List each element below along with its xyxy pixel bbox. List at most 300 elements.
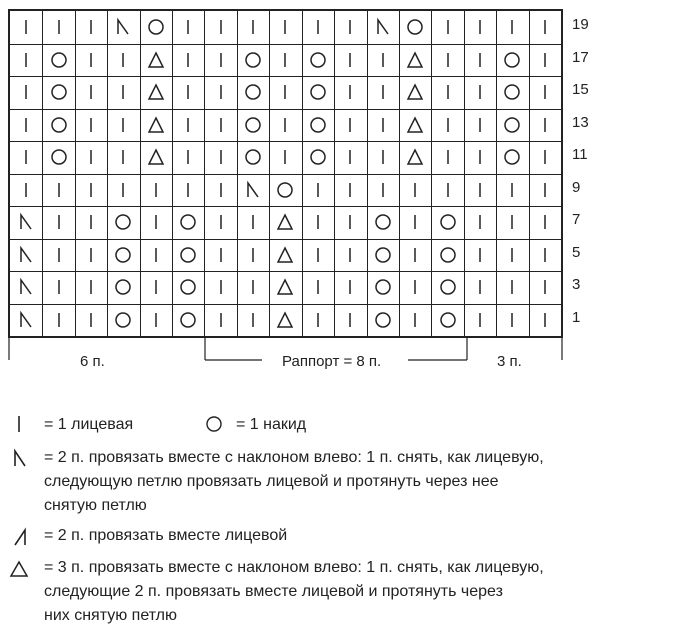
knit-stitch-icon — [470, 82, 490, 102]
chart-cell — [204, 206, 236, 239]
sk2p-decrease-icon — [405, 115, 425, 135]
chart-cell — [334, 304, 366, 337]
chart-cell — [107, 44, 139, 77]
row-number-label: 7 — [572, 211, 581, 229]
left-edge-label: 6 п. — [80, 353, 105, 370]
yarn-over-icon — [113, 310, 133, 330]
knit-stitch-icon — [113, 50, 133, 70]
chart-cell — [172, 109, 204, 142]
knit-stitch-icon — [81, 212, 101, 232]
chart-cell — [107, 206, 139, 239]
chart-cell — [269, 304, 301, 337]
legend-sk2p: = 3 п. провязать вместе с наклоном влево: 1 п. снять, как лицевую, — [44, 559, 544, 576]
chart-cell — [10, 11, 42, 44]
chart-cell — [237, 76, 269, 109]
chart-cell — [431, 11, 463, 44]
chart-cell — [302, 44, 334, 77]
knit-stitch-icon — [405, 245, 425, 265]
knit-stitch-icon — [16, 115, 36, 135]
chart-cell — [42, 109, 74, 142]
chart-cell — [496, 141, 528, 174]
knit-stitch-icon — [535, 277, 555, 297]
chart-cell — [529, 109, 561, 142]
chart-cell — [399, 206, 431, 239]
chart-cell — [431, 109, 463, 142]
knit-stitch-icon — [438, 17, 458, 37]
chart-cell — [75, 141, 107, 174]
chart-cell — [496, 206, 528, 239]
yarn-over-icon — [243, 50, 263, 70]
chart-cell — [107, 76, 139, 109]
yarn-over-icon — [275, 180, 295, 200]
knit-stitch-icon — [178, 50, 198, 70]
chart-cell — [496, 271, 528, 304]
knit-stitch-icon — [81, 50, 101, 70]
yarn-over-icon — [438, 277, 458, 297]
chart-cell — [42, 11, 74, 44]
chart-cell — [367, 141, 399, 174]
legend-ssk-line2: следующую петлю провязать лицевой и протянуть через нее — [44, 473, 499, 490]
chart-cell — [399, 239, 431, 272]
knit-stitch-icon — [16, 147, 36, 167]
chart-cell — [367, 109, 399, 142]
chart-cell — [464, 304, 496, 337]
repeat-label: Раппорт = 8 п. — [282, 353, 382, 370]
chart-cell — [464, 44, 496, 77]
chart-cell — [334, 109, 366, 142]
knit-stitch-icon — [535, 147, 555, 167]
chart-cell — [464, 271, 496, 304]
chart-cell — [172, 141, 204, 174]
sk2p-decrease-icon — [275, 245, 295, 265]
knit-stitch-icon — [81, 115, 101, 135]
yarn-over-icon — [178, 310, 198, 330]
yarn-over-icon — [243, 82, 263, 102]
chart-cell — [10, 109, 42, 142]
knit-stitch-icon — [340, 115, 360, 135]
knit-stitch-icon — [502, 310, 522, 330]
knit-stitch-icon — [373, 147, 393, 167]
chart-cell — [496, 109, 528, 142]
chart-cell — [140, 174, 172, 207]
knit-stitch-icon — [49, 212, 69, 232]
chart-cell — [529, 11, 561, 44]
chart-cell — [431, 239, 463, 272]
chart-cell — [496, 239, 528, 272]
chart-cell — [140, 11, 172, 44]
yarn-over-icon — [243, 147, 263, 167]
chart-cell — [399, 141, 431, 174]
chart-cell — [367, 11, 399, 44]
chart-cell — [42, 239, 74, 272]
sk2p-decrease-icon — [275, 212, 295, 232]
chart-cell — [464, 141, 496, 174]
knit-stitch-icon — [211, 115, 231, 135]
chart-cell — [204, 76, 236, 109]
knit-stitch-icon — [470, 180, 490, 200]
knit-stitch-icon — [81, 147, 101, 167]
chart-cell — [367, 271, 399, 304]
yarn-over-icon — [502, 147, 522, 167]
chart-cell — [172, 174, 204, 207]
chart-cell — [431, 44, 463, 77]
yarn-over-icon — [113, 245, 133, 265]
chart-cell — [302, 11, 334, 44]
chart-cell — [107, 141, 139, 174]
chart-cell — [367, 76, 399, 109]
knit-stitch-icon — [340, 245, 360, 265]
yarn-over-icon — [502, 82, 522, 102]
chart-cell — [10, 76, 42, 109]
chart-cell — [496, 76, 528, 109]
yarn-over-icon — [178, 245, 198, 265]
knit-stitch-icon — [308, 17, 328, 37]
chart-cell — [107, 271, 139, 304]
knit-stitch-icon — [308, 245, 328, 265]
chart-cell — [237, 44, 269, 77]
knit-stitch-icon — [211, 180, 231, 200]
knit-stitch-icon — [438, 147, 458, 167]
chart-cell — [42, 271, 74, 304]
chart-cell — [464, 174, 496, 207]
knit-stitch-icon — [340, 82, 360, 102]
yarn-over-icon — [49, 147, 69, 167]
knit-stitch-icon — [275, 82, 295, 102]
yarn-over-icon — [308, 82, 328, 102]
knit-stitch-icon — [146, 180, 166, 200]
chart-cell — [10, 304, 42, 337]
chart-cell — [140, 44, 172, 77]
chart-cell — [431, 206, 463, 239]
chart-cell — [204, 239, 236, 272]
chart-cell — [399, 11, 431, 44]
chart-cell — [431, 304, 463, 337]
yarn-over-icon — [438, 212, 458, 232]
knit-stitch-icon — [243, 310, 263, 330]
knit-stitch-icon — [438, 82, 458, 102]
sk2p-decrease-icon — [146, 82, 166, 102]
chart-cell — [172, 239, 204, 272]
knit-stitch-icon — [535, 310, 555, 330]
chart-cell — [399, 271, 431, 304]
chart-cell — [107, 304, 139, 337]
chart-cell — [75, 44, 107, 77]
knit-stitch-icon — [113, 115, 133, 135]
chart-cell — [529, 304, 561, 337]
yarn-over-icon — [438, 245, 458, 265]
legend-k2tog: = 2 п. провязать вместе лицевой — [44, 527, 288, 544]
chart-cell — [237, 206, 269, 239]
knit-stitch-icon — [535, 50, 555, 70]
knit-stitch-icon — [16, 180, 36, 200]
knit-stitch-icon — [470, 50, 490, 70]
knit-stitch-icon — [470, 277, 490, 297]
knit-stitch-icon — [340, 180, 360, 200]
knit-stitch-icon — [535, 115, 555, 135]
chart-cell — [140, 109, 172, 142]
yarn-over-icon — [502, 50, 522, 70]
chart-cell — [334, 271, 366, 304]
knit-stitch-icon — [373, 82, 393, 102]
chart-cell — [140, 76, 172, 109]
chart-cell — [42, 304, 74, 337]
chart-cell — [42, 141, 74, 174]
knit-stitch-icon — [211, 212, 231, 232]
yarn-over-symbol-icon — [205, 415, 223, 433]
yarn-over-icon — [373, 277, 393, 297]
ssk-decrease-icon — [113, 17, 133, 37]
knit-stitch-icon — [340, 277, 360, 297]
sk2p-decrease-icon — [275, 277, 295, 297]
knit-stitch-icon — [535, 17, 555, 37]
knit-stitch-icon — [470, 310, 490, 330]
knit-stitch-icon — [211, 82, 231, 102]
knit-stitch-icon — [340, 50, 360, 70]
chart-cell — [302, 174, 334, 207]
chart-cell — [10, 239, 42, 272]
chart-cell — [204, 11, 236, 44]
knit-stitch-icon — [113, 147, 133, 167]
chart-cell — [204, 44, 236, 77]
yarn-over-icon — [113, 212, 133, 232]
chart-cell — [140, 141, 172, 174]
knit-stitch-icon — [113, 82, 133, 102]
knit-stitch-icon — [81, 17, 101, 37]
knit-stitch-icon — [81, 310, 101, 330]
chart-cell — [302, 141, 334, 174]
knit-stitch-icon — [16, 50, 36, 70]
chart-cell — [399, 44, 431, 77]
row-number-label: 13 — [572, 113, 589, 131]
knit-stitch-icon — [211, 310, 231, 330]
chart-cell — [172, 11, 204, 44]
knit-stitch-icon — [81, 180, 101, 200]
chart-cell — [107, 109, 139, 142]
knit-stitch-icon — [211, 17, 231, 37]
chart-cell — [42, 44, 74, 77]
chart-cell — [107, 11, 139, 44]
knit-stitch-icon — [243, 277, 263, 297]
knit-stitch-icon — [243, 17, 263, 37]
chart-cell — [269, 239, 301, 272]
knit-stitch-icon — [438, 180, 458, 200]
chart-cell — [75, 206, 107, 239]
chart-cell — [172, 304, 204, 337]
chart-cell — [367, 239, 399, 272]
knit-stitch-icon — [308, 212, 328, 232]
chart-cell — [42, 206, 74, 239]
chart-cell — [367, 304, 399, 337]
knit-stitch-icon — [340, 212, 360, 232]
yarn-over-icon — [438, 310, 458, 330]
knit-stitch-icon — [275, 17, 295, 37]
knit-stitch-icon — [275, 147, 295, 167]
chart-cell — [140, 271, 172, 304]
chart-cell — [237, 109, 269, 142]
chart-cell — [334, 206, 366, 239]
knit-stitch-icon — [373, 115, 393, 135]
yarn-over-icon — [113, 277, 133, 297]
row-number-label: 1 — [572, 308, 581, 326]
chart-cell — [269, 174, 301, 207]
row-number-label: 3 — [572, 276, 581, 294]
sk2p-decrease-icon — [405, 147, 425, 167]
legend-ssk: = 2 п. провязать вместе с наклоном влево: 1 п. снять, как лицевую, — [44, 449, 544, 466]
knit-stitch-icon — [275, 50, 295, 70]
chart-cell — [237, 271, 269, 304]
knit-stitch-icon — [502, 17, 522, 37]
chart-cell — [464, 206, 496, 239]
knit-stitch-icon — [340, 17, 360, 37]
legend-sk2p-line2: следующие 2 п. провязать вместе лицевой и протянуть через — [44, 583, 503, 600]
knit-stitch-icon — [178, 180, 198, 200]
chart-cell — [204, 141, 236, 174]
chart-cell — [431, 141, 463, 174]
chart-cell — [10, 44, 42, 77]
knit-stitch-icon — [178, 82, 198, 102]
chart-cell — [42, 76, 74, 109]
chart-cell — [529, 76, 561, 109]
chart-cell — [269, 11, 301, 44]
chart-cell — [75, 76, 107, 109]
chart-cell — [10, 174, 42, 207]
chart-cell — [75, 304, 107, 337]
chart-cell — [302, 271, 334, 304]
chart-cell — [107, 174, 139, 207]
chart-cell — [10, 141, 42, 174]
chart-cell — [367, 44, 399, 77]
chart-cell — [431, 174, 463, 207]
knit-stitch-icon — [535, 180, 555, 200]
chart-cell — [302, 206, 334, 239]
chart-cell — [302, 76, 334, 109]
chart-cell — [75, 109, 107, 142]
knit-stitch-icon — [211, 147, 231, 167]
chart-cell — [140, 304, 172, 337]
chart-cell — [269, 109, 301, 142]
yarn-over-icon — [308, 147, 328, 167]
chart-cell — [529, 206, 561, 239]
ssk-symbol-icon — [12, 448, 28, 468]
knit-stitch-icon — [502, 277, 522, 297]
yarn-over-icon — [502, 115, 522, 135]
yarn-over-icon — [308, 50, 328, 70]
chart-cell — [529, 174, 561, 207]
chart-cell — [269, 76, 301, 109]
knit-stitch-icon — [340, 310, 360, 330]
chart-cell — [75, 239, 107, 272]
ssk-decrease-icon — [16, 310, 36, 330]
knit-stitch-icon — [178, 147, 198, 167]
chart-cell — [204, 109, 236, 142]
chart-cell — [496, 11, 528, 44]
yarn-over-icon — [243, 115, 263, 135]
row-number-label: 5 — [572, 243, 581, 261]
knit-stitch-icon — [373, 180, 393, 200]
knit-stitch-icon — [405, 277, 425, 297]
chart-cell — [302, 239, 334, 272]
knit-stitch-icon — [211, 50, 231, 70]
knit-stitch-icon — [535, 82, 555, 102]
chart-cell — [464, 109, 496, 142]
chart-cell — [334, 11, 366, 44]
chart-cell — [75, 271, 107, 304]
chart-cell — [269, 44, 301, 77]
chart-cell — [334, 239, 366, 272]
chart-cell — [334, 76, 366, 109]
chart-cell — [107, 239, 139, 272]
chart-cell — [302, 304, 334, 337]
k2tog-symbol-icon — [12, 527, 28, 547]
chart-cell — [204, 304, 236, 337]
chart-cell — [334, 44, 366, 77]
chart-cell — [399, 109, 431, 142]
row-number-label: 19 — [572, 16, 589, 34]
row-number-label: 17 — [572, 48, 589, 66]
sk2p-decrease-icon — [146, 115, 166, 135]
chart-cell — [42, 174, 74, 207]
chart-cell — [10, 271, 42, 304]
chart-cell — [237, 304, 269, 337]
chart-cell — [529, 271, 561, 304]
ssk-decrease-icon — [16, 212, 36, 232]
row-number-label: 9 — [572, 178, 581, 196]
knit-stitch-icon — [146, 310, 166, 330]
legend-sk2p-line3: них снятую петлю — [44, 607, 178, 624]
chart-cell — [399, 174, 431, 207]
chart-cell — [75, 174, 107, 207]
knit-stitch-icon — [535, 212, 555, 232]
chart-cell — [269, 141, 301, 174]
yarn-over-icon — [146, 17, 166, 37]
knit-stitch-icon — [438, 115, 458, 135]
yarn-over-icon — [49, 50, 69, 70]
knit-stitch-icon — [243, 212, 263, 232]
chart-cell — [367, 174, 399, 207]
knit-stitch-icon — [178, 115, 198, 135]
chart-cell — [367, 206, 399, 239]
knit-stitch-icon — [373, 50, 393, 70]
knit-stitch-icon — [211, 245, 231, 265]
knit-stitch-icon — [178, 17, 198, 37]
right-edge-label: 3 п. — [497, 353, 522, 370]
knit-stitch-icon — [146, 245, 166, 265]
knit-stitch-icon — [438, 50, 458, 70]
chart-cell — [10, 206, 42, 239]
ssk-decrease-icon — [16, 277, 36, 297]
row-number-label: 11 — [572, 146, 588, 164]
yarn-over-icon — [178, 277, 198, 297]
sk2p-decrease-icon — [146, 147, 166, 167]
knit-stitch-icon — [275, 115, 295, 135]
legend-ssk-line3: снятую петлю — [44, 497, 147, 514]
knit-stitch-icon — [308, 310, 328, 330]
knit-stitch-icon — [470, 212, 490, 232]
chart-cell — [529, 239, 561, 272]
knit-stitch-icon — [470, 17, 490, 37]
chart-cell — [464, 11, 496, 44]
knit-stitch-icon — [470, 147, 490, 167]
chart-cell — [172, 206, 204, 239]
chart-cell — [334, 174, 366, 207]
chart-cell — [172, 76, 204, 109]
legend-yarn-over: = 1 накид — [236, 416, 307, 433]
ssk-decrease-icon — [243, 180, 263, 200]
knit-stitch-icon — [405, 180, 425, 200]
knit-stitch-icon — [81, 82, 101, 102]
knit-stitch-icon — [405, 212, 425, 232]
yarn-over-icon — [308, 115, 328, 135]
